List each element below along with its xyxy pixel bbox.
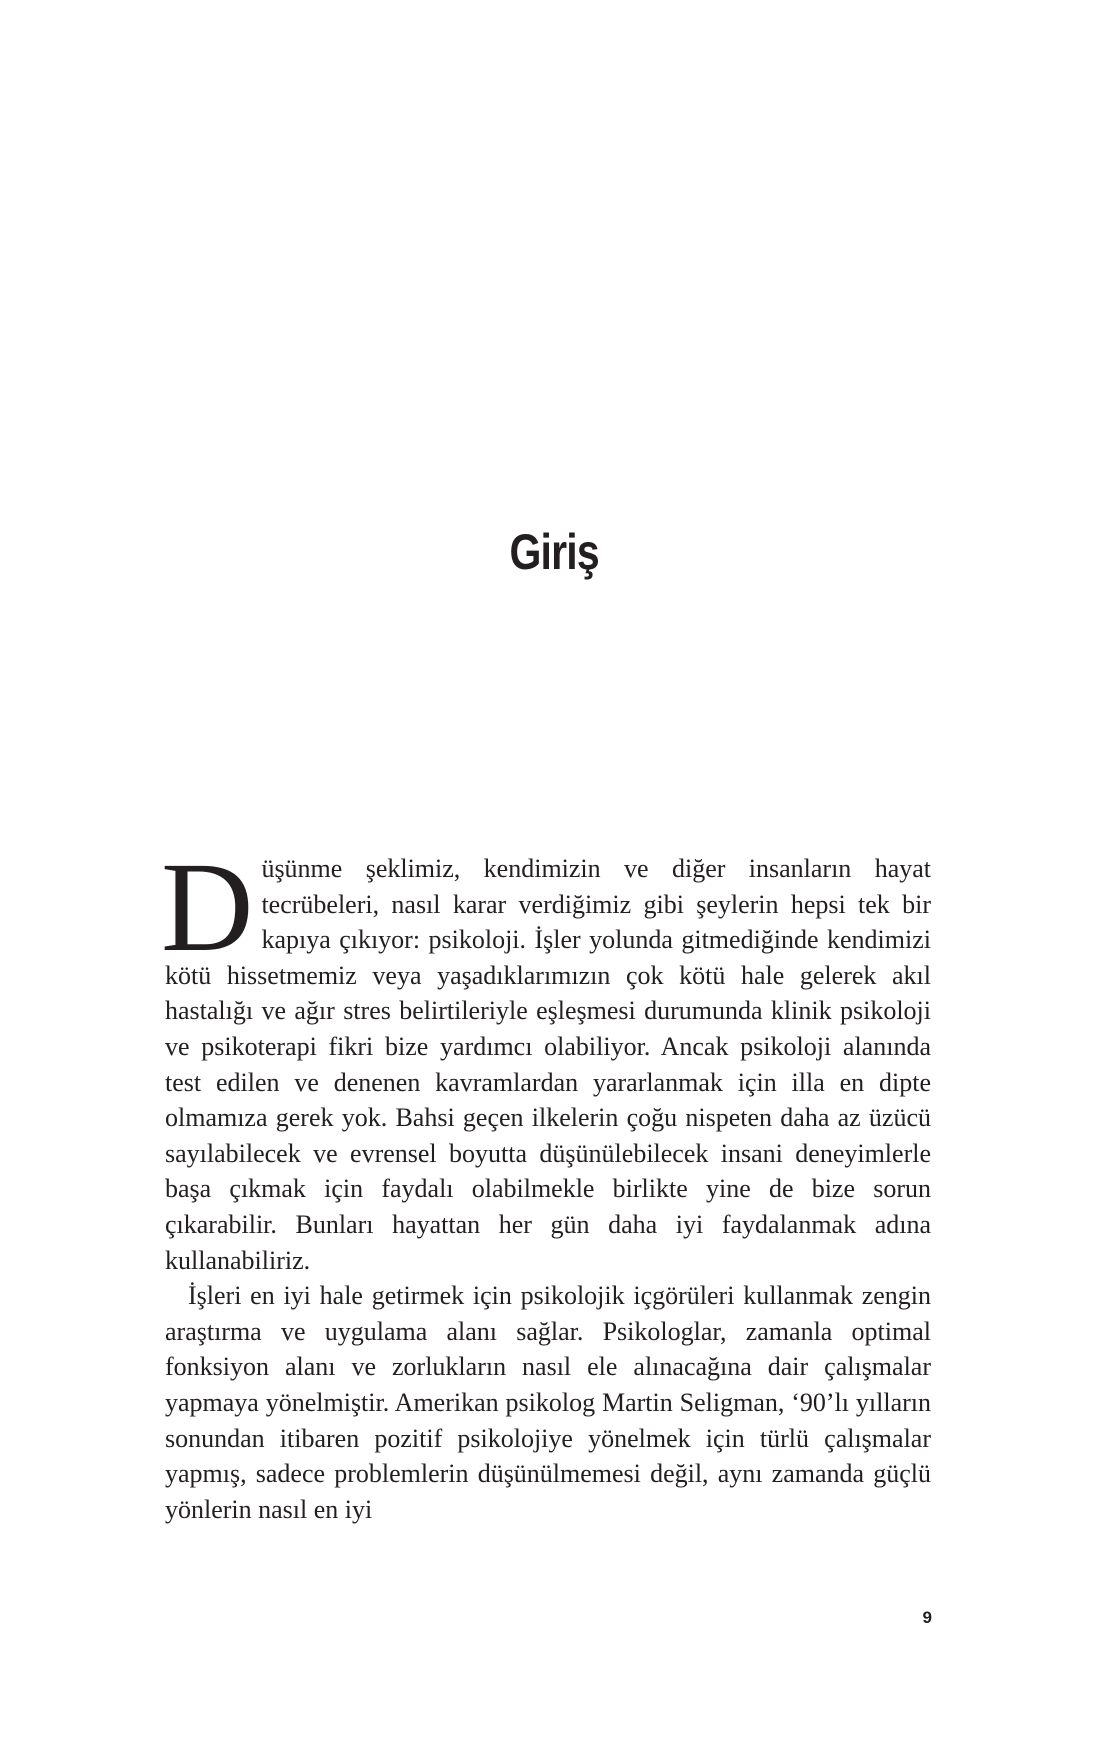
paragraph-2: İşleri en iyi hale getirmek için psikolojik içgörüleri kullanmak zengin araştırma ve uygulama alanı sağlar. Psikologlar, zamanla optimal fonksiyon alanı ve zorlukların nasıl ele alınacağına dair çalışmalar yapmaya yönelmiştir. Amerikan psikolog Martin Seligman, ‘90’lı yılların sonundan itibaren pozitif psikolojiye yönelmek için türlü çalışmalar yapmış, sadece problemlerin düşünülmemesi değil, aynı zamanda güçlü yönlerin nasıl en iyi xyxy=(165,1281,931,1524)
body-text xyxy=(161,836,931,1527)
drop-cap: D xyxy=(161,836,254,978)
chapter-title: Giriş xyxy=(509,524,599,580)
page-number: 9 xyxy=(922,1608,932,1627)
paragraph-1-text: üşünme şeklimiz, kendimizin ve diğer insanların hayat tecrübeleri, nasıl karar verdiğimiz gibi şeylerin hepsi tek bir kapıya çıkıyor: psikoloji. İşler yolunda gitmediğinde kendimizi kötü hissetmemiz veya yaşadıklarımızın çok kötü hale gelerek akıl hastalığı ve ağır stres belirtileriyle eşleşmesi durumunda klinik psikoloji ve psikoterapi fikri bize yardımcı olabiliyor. Ancak psikoloji alanında test edilen ve denenen kavramlardan yararlanmak için illa en dipte olmamıza gerek yok. Bahsi geçen ilkelerin çoğu nispeten daha az üzücü sayılabilecek ve evrensel boyutta düşünülebilecek insani deneyimlerle başa çıkmak için faydalı olabilmekle birlikte yine de bize sorun çıkarabilir. Bunları hayattan her gün daha iyi faydalanmak adına kullanabiliriz. xyxy=(165,854,931,1275)
paragraph-1 xyxy=(161,836,931,1278)
